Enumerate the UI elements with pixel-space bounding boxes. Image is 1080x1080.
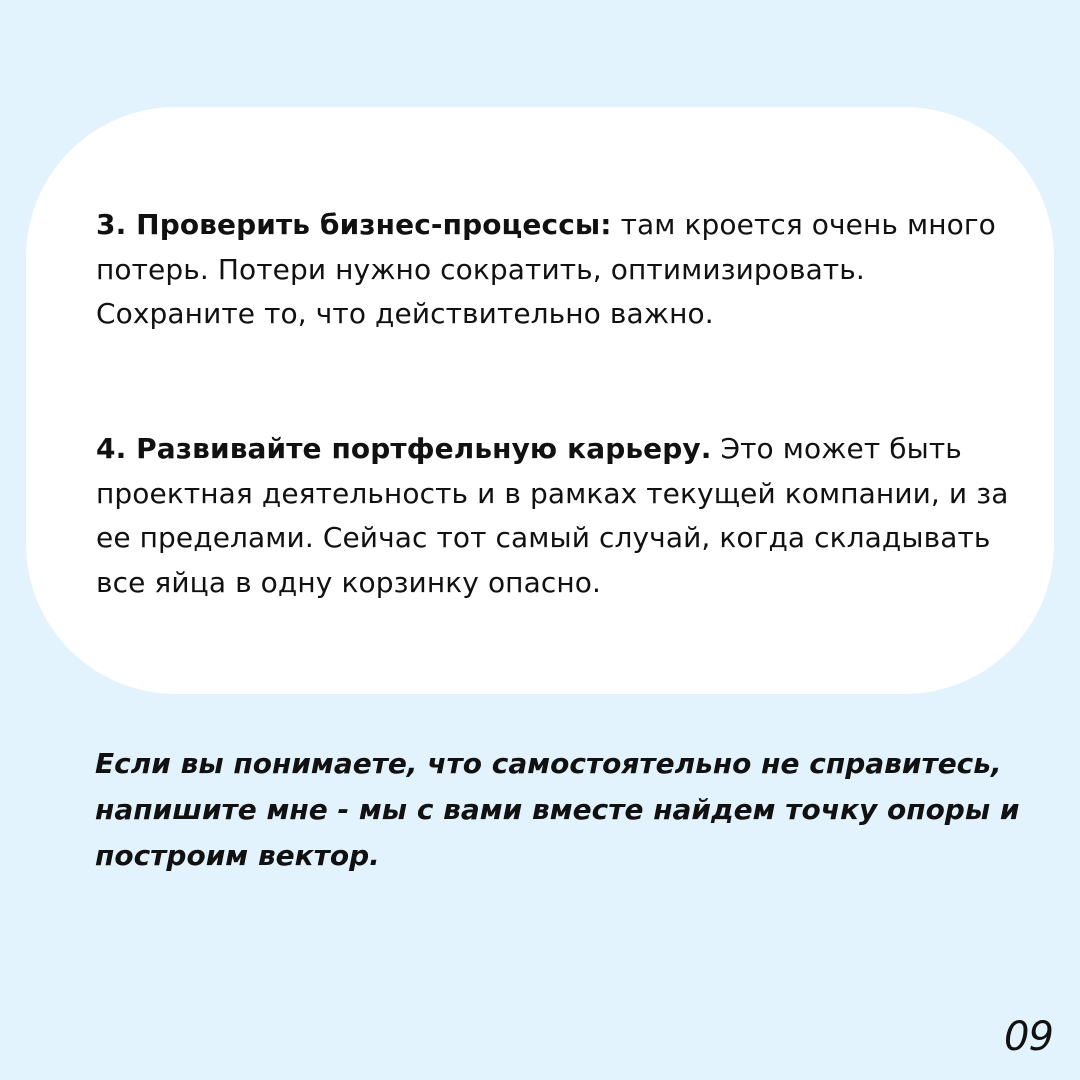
closing-call-to-action: Если вы понимаете, что самостоятельно не справитесь, напишите мне - мы с вами вместе найдем точку опоры и построим вектор. — [95, 747, 1020, 872]
tip-heading: 3. Проверить бизнес-процессы: — [96, 208, 612, 241]
tip-body: там кроется очень много потерь. Потери нужно сократить, оптимизировать. Сохраните то, что действительно важно. — [96, 208, 996, 330]
page-number: 09 — [1004, 1014, 1053, 1060]
content-card — [26, 107, 1054, 694]
tip-heading: 4. Развивайте портфельную карьеру. — [96, 432, 712, 465]
tip-body: Это может быть проектная деятельность и в рамках текущей компании, и за ее пределами. Сейчас тот самый случай, когда складывать все яйца в одну корзинку опасно. — [96, 432, 1009, 599]
tip-item-4 — [96, 427, 1026, 605]
tip-item-3 — [96, 203, 1026, 337]
